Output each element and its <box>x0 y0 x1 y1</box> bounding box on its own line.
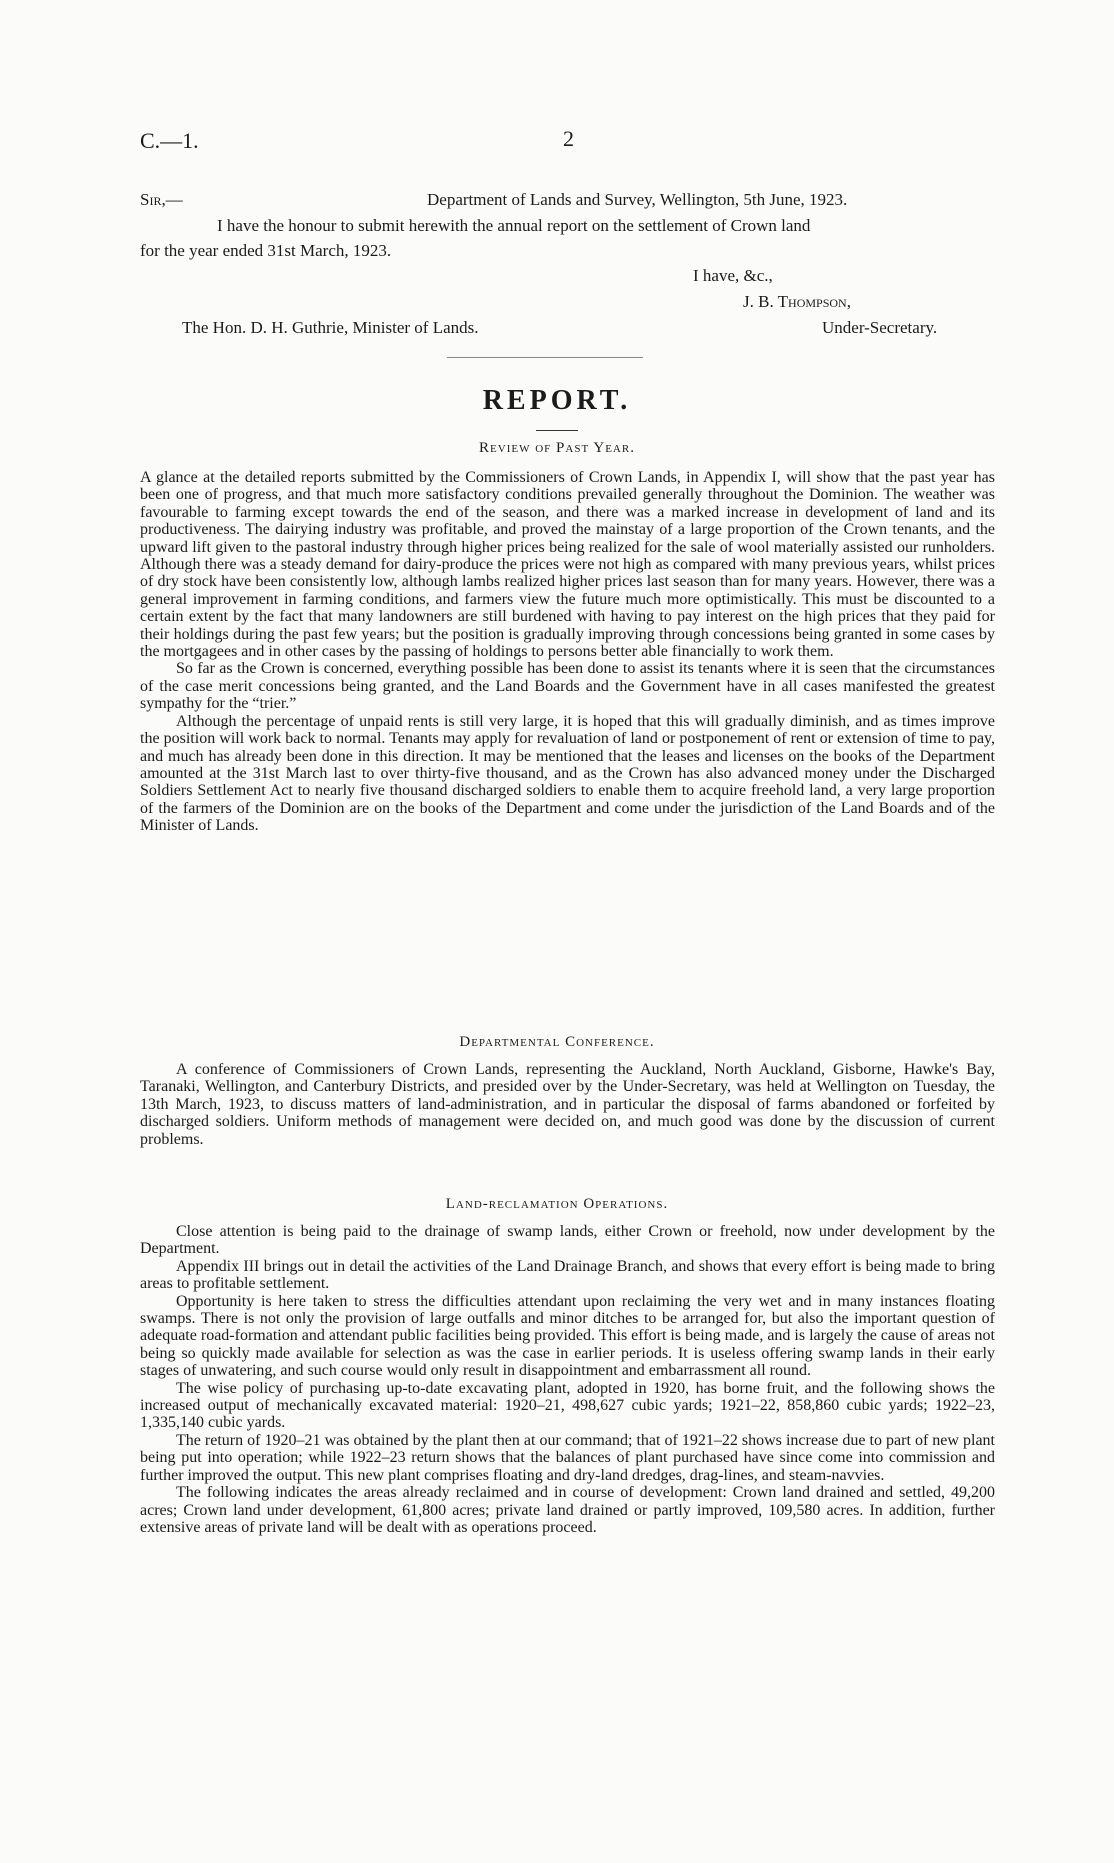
letter-body-line-1: I have the honour to submit herewith the annual report on the settlement of Crown land <box>217 216 811 235</box>
section-body-review <box>140 469 995 835</box>
section-body-reclamation <box>140 1223 995 1536</box>
paragraph: The return of 1920–21 was obtained by the plant then at our command; that of 1921–22 shows increase due to part of new plant being put into operation; while 1922–23 return shows that the balances of plant purchased have since come into commission and further improved the output. This new plant comprises floating and dry-land dredges, drag-lines, and steam-navvies. <box>140 1431 995 1484</box>
title-underline <box>536 430 578 431</box>
document-reference: C.—1. <box>140 128 199 153</box>
letter-addressee: The Hon. D. H. Guthrie, Minister of Lands. <box>182 318 479 337</box>
letter-closing: I have, &c., <box>693 266 773 285</box>
paragraph: A conference of Commissioners of Crown Lands, representing the Auckland, North Auckland, Gisborne, Hawke's Bay, Taranaki, Wellington, and Canterbury Districts, and presided over by the Under-Secretary, was held at Wellington on Tuesday, the 13th March, 1923, to discuss matters of land-administration, and in particular the disposal of farms abandoned or forfeited by discharged soldiers. Uniform methods of management were decided on, and much good was done by the discussion of current problems. <box>140 1061 995 1148</box>
paragraph: So far as the Crown is concerned, everything possible has been done to assist its tenants where it is seen that the circumstances of the case merit concessions being granted, and the Land Boards and the Government have in all cases manifested the greatest sympathy for the “trier.” <box>140 660 995 713</box>
section-heading-conference: Departmental Conference. <box>459 1034 655 1050</box>
letter-signatory: J. B. Thompson, <box>743 292 851 311</box>
letter-salutation: Sir,— <box>140 190 183 209</box>
letter-place-date: Department of Lands and Survey, Wellington, 5th June, 1923. <box>427 190 848 209</box>
report-title: REPORT. <box>482 385 632 416</box>
paragraph: Appendix III brings out in detail the activities of the Land Drainage Branch, and shows that every effort is being made to bring areas to profitable settlement. <box>140 1257 995 1293</box>
letter-signatory-title: Under-Secretary. <box>822 318 938 337</box>
paragraph: Close attention is being paid to the drainage of swamp lands, either Crown or freehold, now under development by the Department. <box>140 1223 995 1258</box>
section-heading-reclamation: Land-reclamation Operations. <box>445 1196 669 1212</box>
paragraph: The following indicates the areas already reclaimed and in course of development: Crown land drained and settled, 49,200 acres; Crown land under development, 61,800 acres; private land drained or partly improved, 109,580 acres. In addition, further extensive areas of private land will be dealt with as operations proceed. <box>140 1484 995 1536</box>
paragraph: The wise policy of purchasing up-to-date excavating plant, adopted in 1920, has borne fruit, and the following shows the increased output of mechanically excavated material: 1920–21, 498,627 cubic yards; 1921–22, 858,860 cubic yards; 1922–23, 1,335,140 cubic yards. <box>140 1379 995 1432</box>
section-body-conference <box>140 1061 995 1148</box>
paragraph: Opportunity is here taken to stress the difficulties attendant upon reclaiming the very wet and in many instances floating swamps. There is not only the provision of large outfalls and minor ditches to be arranged for, but also the important question of adequate road-formation and attendant public facilities being provided. This effort is being made, and is largely the cause of areas not being so quickly made available for selection as was the case in earlier periods. It is useless offering swamp lands in their early stages of unwatering, and such course would only result in disappointment and embarrassment all round. <box>140 1292 995 1380</box>
paragraph: A glance at the detailed reports submitted by the Commissioners of Crown Lands, in Appendix I, will show that the past year has been one of progress, and that much more satisfactory conditions prevailed generally throughout the Dominion. The weather was favourable to farming except towards the end of the season, and there was a marked increase in development of land and its productiveness. The dairying industry was profitable, and proved the mainstay of a large proportion of the Crown tenants, and the upward lift given to the pastoral industry through higher prices being realized for the sale of wool materially assisted our runholders. Although there was a steady demand for dairy-produce the prices were not high as compared with many previous years, whilst prices of dry stock have been consistently low, although lambs realized higher prices last season than for many years. However, there was a general improvement in farming conditions, and farmers view the future much more optimistically. This must be discounted to a certain extent by the fact that many landowners are still burdened with having to pay interest on the high prices that they paid for their holdings during the past few years; but the position is gradually improving through concessions being granted in some cases by the mortgagees and in other cases by the passing of holdings to persons better able financially to work them. <box>140 469 995 661</box>
letter-body-line-2: for the year ended 31st March, 1923. <box>140 241 392 260</box>
page-number: 2 <box>563 126 574 151</box>
paragraph: Although the percentage of unpaid rents is still very large, it is hoped that this will gradually diminish, and as times improve the position will work back to normal. Tenants may apply for revaluation of land or postponement of rent or extension of time to pay, and much has already been done in this direction. It may be mentioned that the leases and licenses on the books of the Department amounted at the 31st March last to over thirty-five thousand, and as the Crown has also advanced money under the Discharged Soldiers Settlement Act to nearly five thousand discharged soldiers to enable them to acquire freehold land, a very large proportion of the farmers of the Dominion are on the books of the Department and come under the jurisdiction of the Land Boards and of the Minister of Lands. <box>140 712 995 835</box>
divider-rule <box>447 357 643 358</box>
section-heading-review: Review of Past Year. <box>479 440 635 456</box>
